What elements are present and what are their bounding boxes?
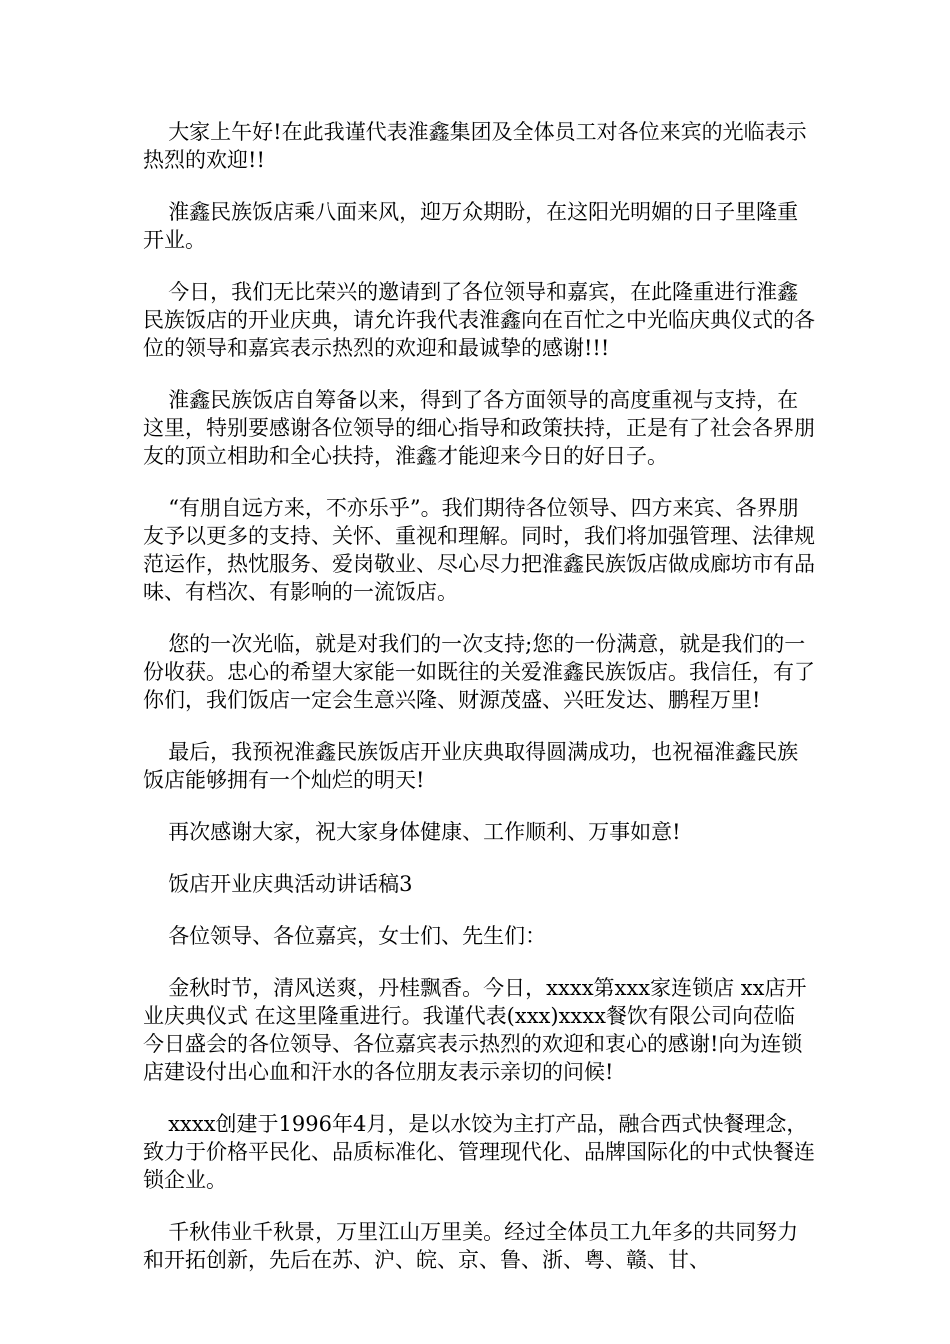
paragraph-salutation: 各位领导、各位嘉宾，女士们、先生们： bbox=[168, 924, 547, 948]
document-body bbox=[143, 118, 815, 1298]
paragraph-company: xxxx创建于1996年4月，是以水饺为主打产品，融合西式快餐理念，致力于价格平民化、品质标准化、管理现代化、品牌国际化的中式快餐连锁企业。 bbox=[143, 1112, 815, 1192]
paragraph-opening: 淮鑫民族饭店乘八面来风，迎万众期盼，在这阳光明媚的日子里隆重开业。 bbox=[143, 200, 799, 252]
paragraph-expectation: “有朋自远方来，不亦乐乎”。我们期待各位领导、四方来宾、各界朋友予以更多的支持、关怀、重视和理解。同时，我们将加强管理、法律规范运作，热忱服务、爱岗敬业、尽心尽力把淮鑫民族饭店做成廊坊市有品味、有档次、有影响的一流饭店。 bbox=[143, 496, 815, 604]
section-heading: 饭店开业庆典活动讲话稿3 bbox=[168, 872, 413, 896]
paragraph-wishes: 最后，我预祝淮鑫民族饭店开业庆典取得圆满成功，也祝福淮鑫民族饭店能够拥有一个灿烂的明天! bbox=[143, 740, 799, 792]
paragraph-autumn: 金秋时节，清风送爽，丹桂飘香。今日，xxxx第xxx家连锁店 xx店开业庆典仪式 在这里隆重进行。我谨代表(xxx)xxxx餐饮有限公司向莅临今日盛会的各位领导、各位嘉宾表示热烈的欢迎和衷心的感谢!向为连锁店建设付出心血和汗水的各位朋友表示亲切的问候! bbox=[143, 976, 807, 1084]
paragraph-achievement: 千秋伟业千秋景，万里江山万里美。经过全体员工九年多的共同努力和开拓创新，先后在苏、沪、皖、京、鲁、浙、粤、赣、甘、 bbox=[143, 1220, 799, 1272]
paragraph-greeting: 大家上午好!在此我谨代表淮鑫集团及全体员工对各位来宾的光临表示热烈的欢迎!! bbox=[143, 120, 807, 172]
paragraph-support: 您的一次光临，就是对我们的一次支持;您的一份满意，就是我们的一份收获。忠心的希望大家能一如既往的关爱淮鑫民族饭店。我信任，有了你们，我们饭店一定会生意兴隆、财源茂盛、兴旺发达、鹏程万里! bbox=[143, 632, 815, 712]
paragraph-welcome: 今日，我们无比荣兴的邀请到了各位领导和嘉宾，在此隆重进行淮鑫民族饭店的开业庆典，请允许我代表淮鑫向在百忙之中光临庆典仪式的各位的领导和嘉宾表示热烈的欢迎和最诚挚的感谢!!! bbox=[143, 280, 815, 360]
paragraph-closing: 再次感谢大家，祝大家身体健康、工作顺利、万事如意! bbox=[168, 820, 681, 844]
paragraph-thanks: 淮鑫民族饭店自筹备以来，得到了各方面领导的高度重视与支持，在这里，特别要感谢各位领导的细心指导和政策扶持，正是有了社会各界朋友的顶立相助和全心扶持，淮鑫才能迎来今日的好日子。 bbox=[143, 388, 815, 468]
